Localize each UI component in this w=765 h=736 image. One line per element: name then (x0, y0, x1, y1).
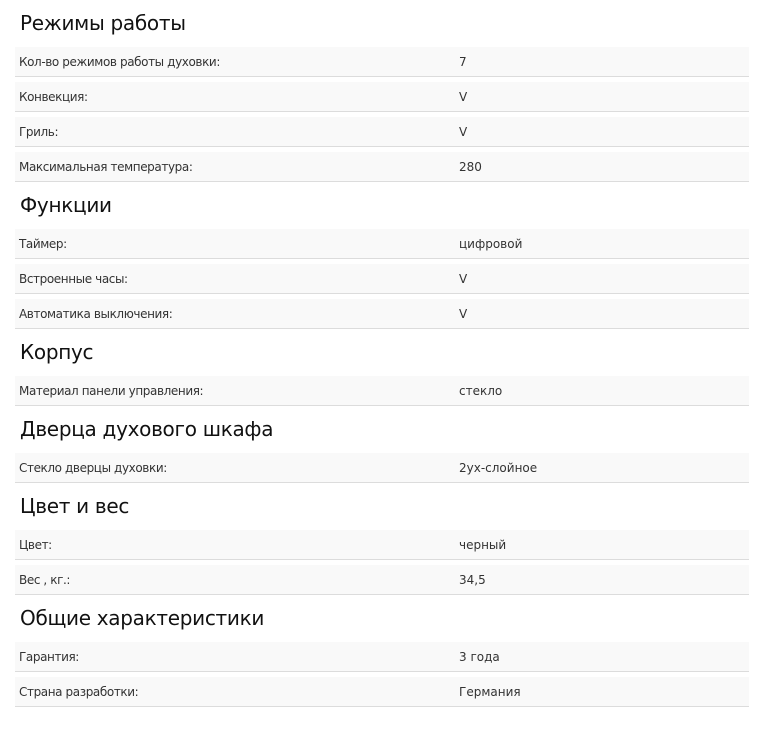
spec-row (15, 530, 749, 560)
section-color-weight (15, 483, 749, 595)
section-body (15, 329, 749, 406)
spec-value: черный (459, 537, 507, 552)
section-title: Цвет и вес (20, 494, 130, 518)
spec-row (15, 565, 749, 595)
spec-label: Кол-во режимов работы духовки: (19, 54, 220, 69)
spec-row (15, 299, 749, 329)
spec-row (15, 117, 749, 147)
spec-value: 3 года (459, 649, 500, 664)
spec-row (15, 453, 749, 483)
spec-row (15, 229, 749, 259)
section-functions (15, 182, 749, 329)
spec-label: Страна разработки: (19, 684, 139, 699)
spec-label: Максимальная температура: (19, 159, 193, 174)
specifications-list (15, 0, 749, 707)
spec-value: V (459, 306, 468, 321)
section-oven-door (15, 406, 749, 483)
section-title: Общие характеристики (20, 606, 265, 630)
spec-row (15, 264, 749, 294)
section-title: Дверца духового шкафа (20, 417, 274, 441)
section-title: Корпус (20, 340, 94, 364)
section-title: Режимы работы (20, 11, 186, 35)
spec-value: Германия (459, 684, 521, 699)
spec-label: Материал панели управления: (19, 383, 204, 398)
spec-row (15, 642, 749, 672)
spec-label: Цвет: (19, 537, 52, 552)
spec-label: Таймер: (19, 236, 67, 251)
section-title: Функции (20, 193, 112, 217)
spec-value: V (459, 89, 468, 104)
spec-value: V (459, 124, 468, 139)
spec-value: 280 (459, 159, 482, 174)
spec-row (15, 152, 749, 182)
spec-row (15, 677, 749, 707)
spec-row (15, 47, 749, 77)
spec-value: V (459, 271, 468, 286)
spec-value: 34,5 (459, 572, 486, 587)
spec-label: Конвекция: (19, 89, 88, 104)
section-general (15, 595, 749, 707)
section-modes (15, 0, 749, 182)
spec-label: Вес , кг.: (19, 572, 71, 587)
spec-row (15, 82, 749, 112)
spec-row (15, 376, 749, 406)
spec-label: Автоматика выключения: (19, 306, 173, 321)
spec-label: Гриль: (19, 124, 59, 139)
spec-label: Стекло дверцы духовки: (19, 460, 167, 475)
spec-label: Гарантия: (19, 649, 79, 664)
spec-value: стекло (459, 383, 503, 398)
spec-label: Встроенные часы: (19, 271, 128, 286)
spec-value: 7 (459, 54, 467, 69)
spec-value: 2ух-слойное (459, 460, 538, 475)
spec-value: цифровой (459, 236, 523, 251)
